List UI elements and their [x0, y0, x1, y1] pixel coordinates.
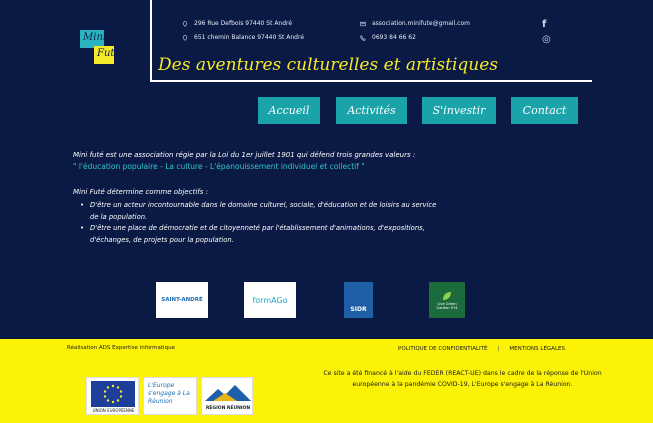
footer — [0, 339, 653, 423]
location-pin-icon — [182, 35, 188, 41]
formago-label: formAGo — [252, 295, 288, 305]
phone-contact[interactable] — [360, 34, 416, 41]
objective-item: • D'être une place de démocratie et de citoyenneté par l'établissement d'animations, d'expositions, d'échanges, de projets pour la population. — [78, 223, 438, 246]
envelope-icon — [360, 21, 366, 27]
address-2 — [182, 34, 304, 41]
eu-flag — [91, 381, 135, 407]
objectives-list — [78, 200, 438, 246]
nav-accueil[interactable]: Accueil — [258, 97, 320, 124]
footer-separator: | — [497, 346, 500, 352]
facebook-icon[interactable]: f — [542, 19, 547, 30]
footer-links — [398, 346, 565, 352]
nav-sinvestir[interactable]: S'investir — [422, 97, 496, 124]
partner-logo-formago[interactable] — [244, 282, 296, 318]
privacy-link[interactable]: POLITIQUE DE CONFIDENTIALITÉ — [398, 346, 488, 352]
email-text[interactable]: association.minifute@gmail.com — [372, 20, 470, 27]
objectives-title: Mini Futé détermine comme objectifs : — [73, 188, 208, 196]
legal-link[interactable]: MENTIONS LÉGALES — [509, 346, 565, 352]
region-label: RÉGION RÉUNION — [205, 406, 251, 411]
eu-label: UNION EUROPÉENNE — [92, 408, 135, 413]
mountain-icon — [203, 381, 253, 403]
about-intro: Mini futé est une association régie par la Loi du 1er juillet 1901 qui défend trois grandes valeurs : — [73, 151, 416, 159]
about-values: " l'éducation populaire - La culture - L'épanouissement individuel et collectif " — [73, 162, 365, 171]
email-contact[interactable] — [360, 20, 470, 27]
nav-contact[interactable]: Contact — [511, 97, 578, 124]
europe-engage-label: L'Europe s'engage à La Réunion — [148, 382, 190, 405]
leaf-icon — [441, 290, 453, 302]
location-pin-icon — [182, 21, 188, 27]
eu-stars-icon — [91, 381, 135, 407]
feder-notice: Ce site a été financé à l'aide du FEDER (REACT-UE) dans le cadre de la réponse de l'Union européenne à la pandémie COVID-19, L'Europe s'engage à La Réunion. — [323, 370, 602, 388]
region-reunion-logo — [201, 377, 253, 415]
partner-logo-live-green[interactable] — [429, 282, 465, 318]
logo-text-line1: Mini — [83, 32, 107, 43]
site-tagline: Des aventures culturelles et artistiques — [158, 55, 499, 75]
site-logo[interactable] — [80, 30, 124, 64]
partner-logo-saint-andre[interactable] — [156, 282, 208, 318]
live-green-label: Live Green Garden 974 — [436, 302, 458, 310]
nav-activites[interactable]: Activités — [336, 97, 407, 124]
europe-engage-logo — [143, 377, 197, 415]
address-1 — [182, 20, 292, 27]
address-2-text: 651 chemin Balance 97440 St André — [194, 34, 305, 41]
saint-andre-label: SAINT-ANDRÉ — [161, 297, 203, 303]
eu-logo — [86, 377, 139, 415]
phone-icon — [360, 35, 366, 41]
objective-item: • D'être un acteur incontournable dans le domaine culturel, sociale, d'éducation et de loisirs au service de la population. — [78, 200, 438, 223]
partner-logo-sidr[interactable] — [344, 282, 373, 318]
sidr-label: SIDR — [350, 305, 367, 313]
footer-credit[interactable]: Réalisation ADS Expertise informatique — [67, 345, 175, 351]
instagram-icon[interactable]: ◎ — [542, 34, 551, 45]
logo-text-line2: Futé — [97, 48, 121, 59]
phone-text[interactable]: 0693 84 66 62 — [372, 34, 416, 41]
address-1-text: 296 Rue Defbois 97440 St André — [194, 20, 293, 27]
